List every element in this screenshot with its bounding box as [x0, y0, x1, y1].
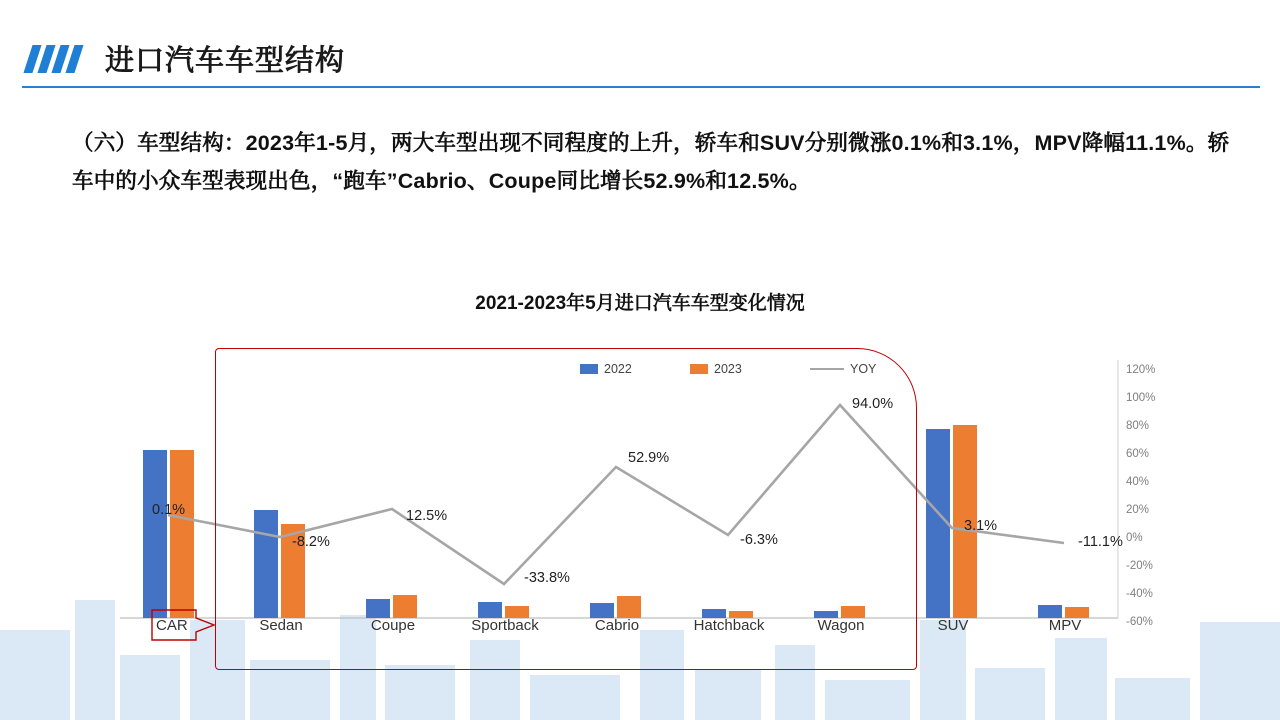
yoy-label-mpv: -11.1% [1078, 534, 1123, 550]
legend-label-2022: 2022 [604, 362, 632, 376]
ytick-0: 0% [1126, 532, 1143, 544]
ytick-neg60: -60% [1126, 616, 1153, 628]
axis-label-suv: SUV [937, 617, 969, 634]
slide-header [0, 0, 1280, 92]
ytick-120: 120% [1126, 364, 1156, 376]
yoy-label-hatchback: -6.3% [740, 532, 778, 548]
chart-container [0, 330, 1280, 680]
header-divider [22, 86, 1260, 88]
axis-label-coupe: Coupe [370, 617, 416, 634]
ytick-100: 100% [1126, 392, 1156, 404]
chart-title: 2021-2023年5月进口汽车车型变化情况 [475, 293, 805, 314]
axis-label-car: CAR [156, 617, 188, 634]
axis-label-mpv: MPV [1048, 617, 1082, 634]
page-title: 进口汽车车型结构 [105, 45, 346, 77]
yoy-label-sedan: -8.2% [292, 534, 330, 550]
legend-label-2023: 2023 [714, 362, 742, 376]
yoy-label-cabrio: 52.9% [628, 450, 670, 466]
legend-label-yoy: YOY [850, 362, 877, 376]
ytick-neg40: -40% [1126, 588, 1153, 600]
ytick-20: 20% [1126, 504, 1150, 516]
yoy-label-car: 0.1% [152, 502, 186, 518]
ytick-60: 60% [1126, 448, 1150, 460]
yoy-label-sportback: -33.8% [524, 570, 570, 586]
axis-label-sedan: Sedan [259, 617, 303, 634]
body-paragraph: （六）车型结构：2023年1-5月，两大车型出现不同程度的上升，轿车和SUV分别微涨0.1%和3.1%，MPV降幅11.1%。轿车中的小众车型表现出色，“跑车”Cabrio、Coupe同比增长52.9%和12.5%。 [72, 131, 1230, 193]
axis-label-sportback: Sportback [471, 617, 539, 634]
ytick-neg20: -20% [1126, 560, 1153, 572]
yoy-label-coupe: 12.5% [406, 508, 448, 524]
yoy-label-wagon: 94.0% [852, 396, 894, 412]
axis-label-wagon: Wagon [817, 617, 865, 634]
ytick-80: 80% [1126, 420, 1150, 432]
ytick-40: 40% [1126, 476, 1150, 488]
logo-stripes-icon [28, 45, 88, 73]
axis-label-cabrio: Cabrio [594, 617, 640, 634]
axis-label-hatchback: Hatchback [693, 617, 765, 634]
yoy-label-suv: 3.1% [964, 518, 998, 534]
